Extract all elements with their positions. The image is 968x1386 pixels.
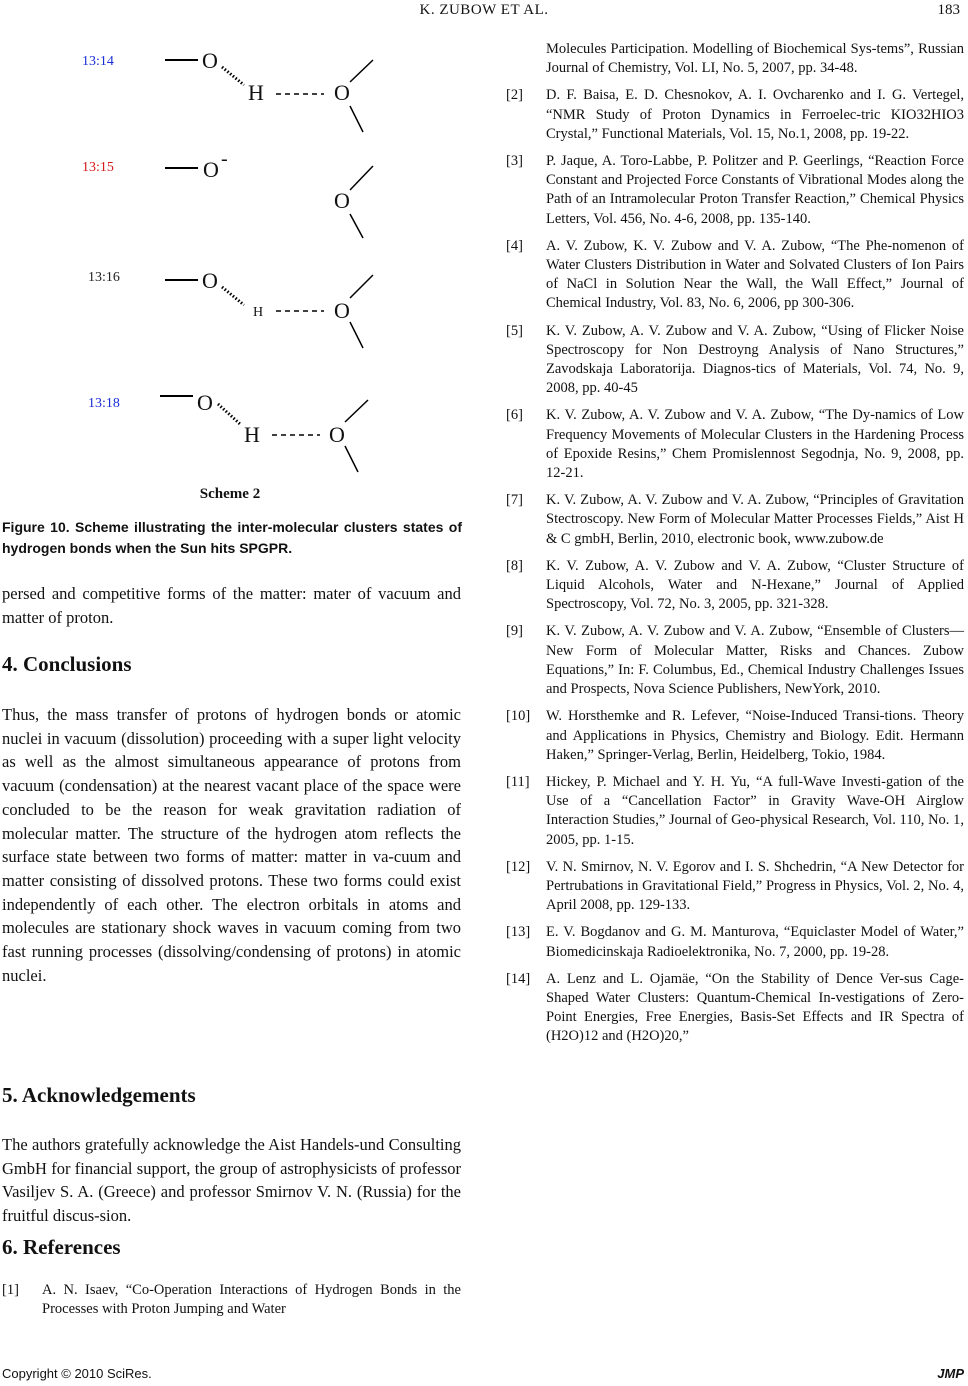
reference-item (506, 237, 964, 314)
reference-number: [12] (506, 858, 531, 875)
reference-number: [6] (506, 407, 523, 424)
bond-line (345, 446, 358, 472)
reference-number: [3] (506, 153, 523, 170)
time-label-2: 13:15 (82, 160, 114, 175)
bond-line (350, 106, 363, 132)
reference-number: [11] (506, 773, 530, 790)
atom-oxygen: O (197, 390, 213, 415)
reference-item (506, 491, 964, 549)
bond-line (350, 166, 373, 190)
reference-number: [10] (506, 708, 531, 725)
reference-number: [1] (2, 1282, 19, 1298)
reference-number: [13] (506, 924, 531, 941)
reference-item (506, 86, 964, 144)
page-header (0, 0, 968, 30)
section-heading-references: 6. References (2, 1235, 121, 1259)
reference-item (506, 622, 964, 699)
page-number: 183 (937, 2, 960, 18)
reference-text: K. V. Zubow, A. V. Zubow and V. A. Zubow, “Principles of Gravitation Stectroscopy. New Form of Molecular Matter Processes Fields,” Aist H & C gmbH, Berlin, 2010, electronic book, www.zubow.de (546, 492, 964, 547)
journal-abbreviation: JMP (937, 1366, 964, 1381)
reference-text: P. Jaque, A. Toro-Labbe, P. Politzer and P. Geerlings, “Reaction Force Constant and Projected Force Constants of Vibrational Modes along the Path of an Intramolecular Proton Transfer Reaction,” Chemical Physics Letters, Vol. 456, No. 4-6, 2008, pp. 135-140. (546, 153, 964, 227)
conclusions-paragraph: Thus, the mass transfer of protons of hydrogen bonds or atomic nuclei in vacuum (dissolution) proceeding with a super light velocity as well as the almost simultaneous appearance of protons from vacuum (condensation) at the nearest vacant place of the space were concluded to be the reason for weak gravitation radiation of molecular matter. The structure of the hydrogen atom reflects the surface state between two forms of matter: matter in va-cuum and matter consisting of dissolved protons. These two forms could exist independently of each other. The electron orbitals in atoms and molecules are stationary shock waves in vacuum coming from two fast running processes (dissolving/condensing of protons) in atomic nuclei. (2, 705, 461, 985)
reference-number: [7] (506, 492, 523, 509)
reference-number: [9] (506, 623, 523, 640)
atom-oxygen: O (202, 48, 218, 73)
page-footer (2, 1366, 964, 1381)
references-right (506, 40, 964, 1055)
bond-line (350, 322, 363, 348)
reference-item (506, 923, 964, 961)
atom-oxygen: O (202, 268, 218, 293)
section-heading-acknowledgements: 5. Acknowledgements (2, 1083, 196, 1107)
atom-oxygen-ion: O (203, 157, 219, 182)
reference-text: Hickey, P. Michael and Y. H. Yu, “A full-Wave Investi-gation of the Use of a “Cancellation Factor” in Gravity Wave-OH Airglow Interaction Studies,” Journal of Geo-physical Research, Vol. 110, No. 1, 2005, pp. 1-15. (546, 773, 964, 848)
reference-text: Molecules Participation. Modelling of Biochemical Sys-tems”, Russian Journal of Chemistry, Vol. LI, No. 5, 2007, pp. 34-48. (546, 41, 964, 77)
running-title: K. ZUBOW ET AL. (419, 2, 549, 18)
reference-number: [8] (506, 557, 523, 574)
reference-item (506, 40, 964, 78)
reference-text: K. V. Zubow, A. V. Zubow and V. A. Zubow, “Cluster Structure of Liquid Alcohols, Water and N-Hexane,” Journal of Applied Spectroscopy, Vol. 72, No. 3, 2005, pp. 321-328. (546, 557, 964, 613)
bond-line (350, 60, 373, 82)
reference-text: A. V. Zubow, K. V. Zubow and V. A. Zubow, “The Phe-nomenon of Water Clusters Distribution in Water and Solvated Clusters of Ion Pairs of NaCl in Solution Near the Wall, the Wall Effect,” Journal of Chemical Industry, Vol. 83, No. 6, 2006, pp 300-306. (546, 237, 964, 312)
reference-item (506, 707, 964, 765)
reference-text: W. Horsthemke and R. Lefever, “Noise-Induced Transi-tions. Theory and Applications in Physics, Chemistry and Biology. Edit. Hermann Haken,” Springer-Verlag, Berlin, Heidelberg, Tokio, 1984. (546, 708, 964, 763)
reference-item (506, 152, 964, 229)
reference-item (506, 970, 964, 1047)
atom-oxygen: O (334, 80, 350, 105)
reference-number: [5] (506, 322, 523, 339)
reference-item (506, 858, 964, 916)
hbond-dots (222, 67, 244, 85)
section-heading-conclusions: 4. Conclusions (2, 652, 132, 676)
time-label-1: 13:14 (82, 54, 114, 69)
reference-text: A. N. Isaev, “Co-Operation Interactions of Hydrogen Bonds in the Processes with Proton Jumping and Water (42, 1282, 461, 1318)
reference-item (2, 1281, 461, 1319)
reference-number: [14] (506, 970, 531, 987)
ion-charge: - (221, 148, 228, 170)
reference-item (506, 322, 964, 399)
scheme-lines (0, 30, 470, 480)
reference-number: [4] (506, 237, 523, 254)
atom-oxygen: O (329, 422, 345, 447)
reference-item (506, 406, 964, 483)
reference-text: E. V. Bogdanov and G. M. Manturova, “Equiclaster Model of Water,” Biomedicinskaja Radioelektronika, No. 7, 2000, pp. 19-28. (546, 924, 964, 960)
atom-hydrogen: H (248, 80, 264, 105)
scheme-caption: Scheme 2 (199, 486, 261, 502)
atom-oxygen: O (334, 188, 350, 213)
copyright-notice: Copyright © 2010 SciRes. (2, 1366, 152, 1381)
bond-line (350, 214, 363, 238)
reference-text: K. V. Zubow, A. V. Zubow and V. A. Zubow, “Using of Flicker Noise Spectroscopy for Non Destroyng Analysis of Nano Structures,” Zavodskaja Laboratorija. Diagnos-tics of Materials, Vol. 74, No. 9, 2008, pp. 40-45 (546, 322, 964, 397)
scheme-figure (0, 30, 470, 480)
bond-line (350, 275, 373, 298)
intro-paragraph: persed and competitive forms of the matter: mater of vacuum and matter of proton. (2, 584, 461, 627)
time-label-4: 13:18 (88, 396, 120, 411)
reference-text: V. N. Smirnov, N. V. Egorov and I. S. Shchedrin, “A New Detector for Pertrubations in Gravitational Field,” Progress in Physics, Vol. 2, No. 4, April 2008, pp. 129-133. (546, 858, 964, 914)
time-label-3: 13:16 (88, 270, 120, 285)
figure-caption: Figure 10. Scheme illustrating the inter-molecular clusters states of hydrogen bonds when the Sun hits SPGPR. (2, 519, 462, 556)
reference-item (506, 557, 964, 615)
atom-oxygen: O (334, 298, 350, 323)
atom-hydrogen: H (253, 305, 264, 320)
references-left (2, 1281, 461, 1327)
reference-text: D. F. Baisa, E. D. Chesnokov, A. I. Ovcharenko and I. G. Vertegel, “NMR Study of Proton Dynamics in Ferroelec-tric KIO32HIO3 Crystal,” Functional Materials, Vol. 15, No.1, 2008, pp. 19-22. (546, 87, 964, 142)
acknowledgements-paragraph: The authors gratefully acknowledge the Aist Handels-und Consulting GmbH for financial support, the group of astrophysicists of professor Vasiljev S. A. (Greece) and professor Smirnov V. N. (Russia) for the fruitful discus-sion. (2, 1135, 461, 1226)
atom-hydrogen: H (244, 422, 260, 447)
reference-text: A. Lenz and L. Ojamäe, “On the Stability of Dence Ver-sus Cage-Shaped Water Clusters: Quantum-Chemical In-vestigations of Zero-Point Energies, Free Energies, Basis-Set Effects and IR Spectra of (H2O)12 and (H2O)20,” (546, 970, 964, 1045)
hbond-dots (222, 287, 244, 305)
reference-text: K. V. Zubow, A. V. Zubow and V. A. Zubow, “Ensemble of Clusters—New Form of Molecular Matter, Risks and Chances. Zubow Equations,” In: F. Columbus, Ed., Chemical Industry Challenges Issues and Prospects, Nova Science Publishers, NewYork, 2010. (546, 623, 964, 698)
bond-line (345, 400, 368, 422)
hbond-dots (218, 404, 240, 424)
reference-item (506, 773, 964, 850)
reference-text: K. V. Zubow, A. V. Zubow and V. A. Zubow, “The Dy-namics of Low Frequency Movements of Molecular Clusters in the Hardening Process of Epoxide Resins,” Chem Promislennost Segodnja, No. 9, 2008, pp. 12-21. (546, 407, 964, 482)
reference-number: [2] (506, 87, 523, 104)
